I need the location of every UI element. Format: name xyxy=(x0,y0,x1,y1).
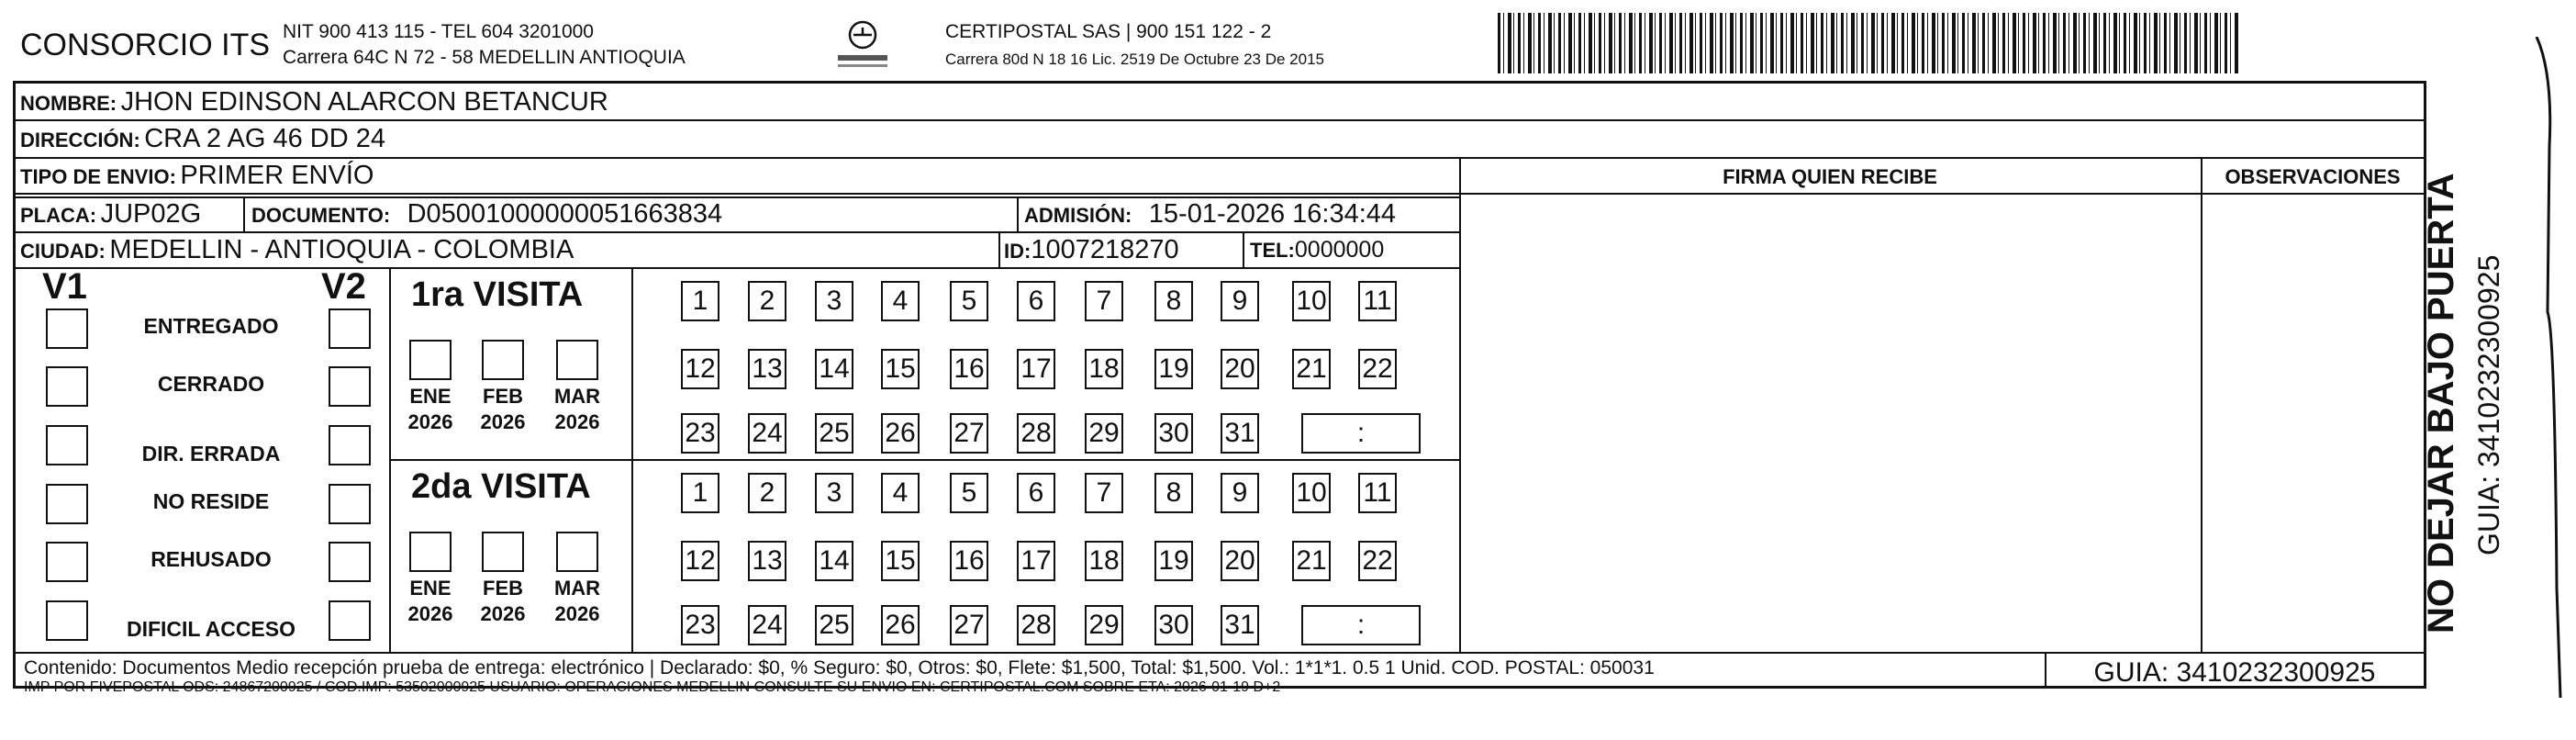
month-year: 2026 xyxy=(407,602,453,625)
plate-row xyxy=(20,198,201,234)
time-box[interactable]: : xyxy=(1301,413,1421,454)
phone-row xyxy=(1250,234,1384,269)
day-box[interactable]: 6 xyxy=(1017,473,1055,513)
carrier-name: CERTIPOSTAL SAS | 900 151 122 - 2 xyxy=(945,21,1272,42)
month-checkbox[interactable] xyxy=(409,532,452,572)
day-box[interactable]: 7 xyxy=(1085,473,1123,513)
month-year: 2026 xyxy=(554,602,600,625)
day-box[interactable]: 22 xyxy=(1358,541,1397,581)
day-box[interactable]: 9 xyxy=(1221,281,1259,321)
signature-header: FIRMA QUIEN RECIBE xyxy=(1723,165,1937,188)
day-box[interactable]: 23 xyxy=(681,413,719,454)
day-box[interactable]: 26 xyxy=(881,413,920,454)
day-box[interactable]: 16 xyxy=(950,541,988,581)
day-box[interactable]: 20 xyxy=(1221,541,1259,581)
carrier-license: Carrera 80d N 18 16 Lic. 2519 De Octubre 23 De 2015 xyxy=(945,50,1324,68)
phone-number: 0000000 xyxy=(1294,237,1385,263)
day-box[interactable]: 17 xyxy=(1017,541,1055,581)
day-box[interactable]: 22 xyxy=(1358,349,1397,389)
day-box[interactable]: 4 xyxy=(881,281,920,321)
day-box[interactable]: 18 xyxy=(1085,349,1123,389)
month-year: 2026 xyxy=(554,410,600,433)
month-name: MAR xyxy=(553,577,601,600)
company-address: Carrera 64C N 72 - 58 MEDELLIN ANTIOQUIA xyxy=(283,47,686,68)
status-option-label: DIFICIL ACCESO xyxy=(126,617,296,641)
day-box[interactable]: 29 xyxy=(1085,413,1123,454)
v1-checkbox[interactable] xyxy=(46,542,88,582)
city-label: CIUDAD: xyxy=(20,240,106,263)
plate: JUP02G xyxy=(100,199,202,229)
no-under-door-warning: NO DEJAR BAJO PUERTA xyxy=(2421,173,2461,633)
barcode xyxy=(1498,13,2239,73)
day-box[interactable]: 14 xyxy=(815,541,853,581)
status-option-label: ENTREGADO xyxy=(143,314,279,338)
day-box[interactable]: 9 xyxy=(1221,473,1259,513)
day-box[interactable]: 30 xyxy=(1154,413,1193,454)
v1-checkbox[interactable] xyxy=(46,484,88,524)
day-box[interactable]: 16 xyxy=(950,349,988,389)
admission-row xyxy=(1024,198,1396,234)
day-box[interactable]: 3 xyxy=(815,281,853,321)
month-name: ENE xyxy=(409,577,452,600)
month-name: FEB xyxy=(483,385,523,408)
status-option-label: REHUSADO xyxy=(151,547,272,571)
status-option-label: DIR. ERRADA xyxy=(141,442,281,465)
day-box[interactable]: 1 xyxy=(681,473,719,513)
day-box[interactable]: 3 xyxy=(815,473,853,513)
day-box[interactable]: 13 xyxy=(748,349,786,389)
day-box[interactable]: 5 xyxy=(950,281,988,321)
day-box[interactable]: 2 xyxy=(748,473,786,513)
admission-datetime: 15-01-2026 16:34:44 xyxy=(1148,199,1397,229)
id-label: ID: xyxy=(1004,240,1032,263)
day-box[interactable]: 19 xyxy=(1154,541,1193,581)
footer-guide-number: GUIA: 3410232300925 xyxy=(2093,657,2376,688)
day-box[interactable]: 28 xyxy=(1017,413,1055,454)
day-box[interactable]: 10 xyxy=(1292,281,1331,321)
document-row xyxy=(251,198,722,234)
month-name: FEB xyxy=(483,577,523,600)
day-box[interactable]: 12 xyxy=(681,349,719,389)
month-name: ENE xyxy=(409,385,452,408)
day-box[interactable]: 24 xyxy=(748,605,786,645)
visit-title: 1ra VISITA xyxy=(411,275,584,314)
month-checkbox[interactable] xyxy=(482,532,524,572)
v2-checkbox[interactable] xyxy=(329,425,371,465)
month-year: 2026 xyxy=(480,410,526,433)
v1-checkbox[interactable] xyxy=(46,308,88,349)
day-box[interactable]: 17 xyxy=(1017,349,1055,389)
day-box[interactable]: 24 xyxy=(748,413,786,454)
name-label: NOMBRE: xyxy=(20,92,117,115)
plate-label: PLACA: xyxy=(20,204,97,227)
id-row xyxy=(1004,234,1179,270)
day-box[interactable]: 7 xyxy=(1085,281,1123,321)
content-summary: Contenido: Documentos Medio recepción prueba de entrega: electrónico | Declarado: $0, % Seguro: $0, Otros: $0, Flete: $1,500, Total: $1,500. Vol.: 1*1*1. 0.5 1 Unid. COD. POSTAL: 050031 xyxy=(24,657,1655,678)
month-checkbox[interactable] xyxy=(482,340,524,380)
day-box[interactable]: 11 xyxy=(1358,281,1397,321)
phone-label: TEL: xyxy=(1250,239,1295,262)
month-name: MAR xyxy=(553,385,601,408)
document-number: D05001000000051663834 xyxy=(407,199,723,229)
shipment-type-row xyxy=(20,160,374,196)
day-box[interactable]: 13 xyxy=(748,541,786,581)
day-box[interactable]: 28 xyxy=(1017,605,1055,645)
day-box[interactable]: 10 xyxy=(1292,473,1331,513)
status-option-label: NO RESIDE xyxy=(152,489,270,513)
day-box[interactable]: 20 xyxy=(1221,349,1259,389)
month-checkbox[interactable] xyxy=(409,340,452,380)
day-box[interactable]: 15 xyxy=(881,541,920,581)
time-box[interactable]: : xyxy=(1301,605,1421,645)
city: MEDELLIN - ANTIOQUIA - COLOMBIA xyxy=(109,235,574,264)
recipient-name-row xyxy=(20,86,608,122)
day-box[interactable]: 21 xyxy=(1292,541,1331,581)
v2-checkbox[interactable] xyxy=(329,600,371,641)
address-row xyxy=(20,123,385,159)
v1-header: V1 xyxy=(42,266,87,307)
month-checkbox[interactable] xyxy=(556,340,598,380)
recipient-name: JHON EDINSON ALARCON BETANCUR xyxy=(120,87,608,117)
shipment-type: PRIMER ENVÍO xyxy=(180,161,374,190)
day-box[interactable]: 4 xyxy=(881,473,920,513)
address-label: DIRECCIÓN: xyxy=(20,129,140,151)
day-box[interactable]: 15 xyxy=(881,349,920,389)
city-row xyxy=(20,234,574,270)
day-box[interactable]: 26 xyxy=(881,605,920,645)
day-box[interactable]: 14 xyxy=(815,349,853,389)
day-box[interactable]: 18 xyxy=(1085,541,1123,581)
v2-checkbox[interactable] xyxy=(329,542,371,582)
day-box[interactable]: 12 xyxy=(681,541,719,581)
day-box[interactable]: 29 xyxy=(1085,605,1123,645)
v2-checkbox[interactable] xyxy=(329,366,371,407)
v1-checkbox[interactable] xyxy=(46,600,88,641)
day-box[interactable]: 5 xyxy=(950,473,988,513)
day-box[interactable]: 30 xyxy=(1154,605,1193,645)
v1-checkbox[interactable] xyxy=(46,366,88,407)
month-year: 2026 xyxy=(407,410,453,433)
company-name: CONSORCIO ITS xyxy=(20,28,271,62)
day-box[interactable]: 25 xyxy=(815,413,853,454)
v2-checkbox[interactable] xyxy=(329,484,371,524)
shipment-type-label: TIPO DE ENVIO: xyxy=(20,165,176,188)
v1-checkbox[interactable] xyxy=(46,425,88,465)
v2-header: V2 xyxy=(321,266,366,307)
day-box[interactable]: 11 xyxy=(1358,473,1397,513)
day-box[interactable]: 21 xyxy=(1292,349,1331,389)
month-year: 2026 xyxy=(480,602,526,625)
document-label: DOCUMENTO: xyxy=(251,204,391,227)
day-box[interactable]: 27 xyxy=(950,605,988,645)
side-guide-number: GUIA: 3410232300925 xyxy=(2472,254,2505,555)
day-box[interactable]: 19 xyxy=(1154,349,1193,389)
day-box[interactable]: 2 xyxy=(748,281,786,321)
day-box[interactable]: 25 xyxy=(815,605,853,645)
id-number: 1007218270 xyxy=(1031,235,1179,264)
day-box[interactable]: 8 xyxy=(1154,473,1193,513)
edge-mark xyxy=(2535,37,2562,698)
day-box[interactable]: 27 xyxy=(950,413,988,454)
print-info: IMP POR FIVEPOSTAL ODS: 24867200925 / COD.IMP: 53502000925 USUARIO: OPERACIONES MEDELLIN CONSULTE SU ENVIO EN: CERTIPOSTAL.COM SOBRE ETA: 2026-01-19 D+2 xyxy=(24,679,1281,695)
recipient-address: CRA 2 AG 46 DD 24 xyxy=(144,124,385,153)
month-checkbox[interactable] xyxy=(556,532,598,572)
v2-checkbox[interactable] xyxy=(329,308,371,349)
day-box[interactable]: 6 xyxy=(1017,281,1055,321)
status-option-label: CERRADO xyxy=(157,372,265,396)
day-box[interactable]: 8 xyxy=(1154,281,1193,321)
company-nit: NIT 900 413 115 - TEL 604 3201000 xyxy=(283,21,594,42)
day-box[interactable]: 31 xyxy=(1221,413,1259,454)
day-box[interactable]: 1 xyxy=(681,281,719,321)
day-box[interactable]: 31 xyxy=(1221,605,1259,645)
observations-header: OBSERVACIONES xyxy=(2225,165,2401,188)
day-box[interactable]: 23 xyxy=(681,605,719,645)
visit-title: 2da VISITA xyxy=(411,467,591,506)
admission-label: ADMISIÓN: xyxy=(1024,204,1132,227)
certipostal-logo xyxy=(831,17,895,75)
